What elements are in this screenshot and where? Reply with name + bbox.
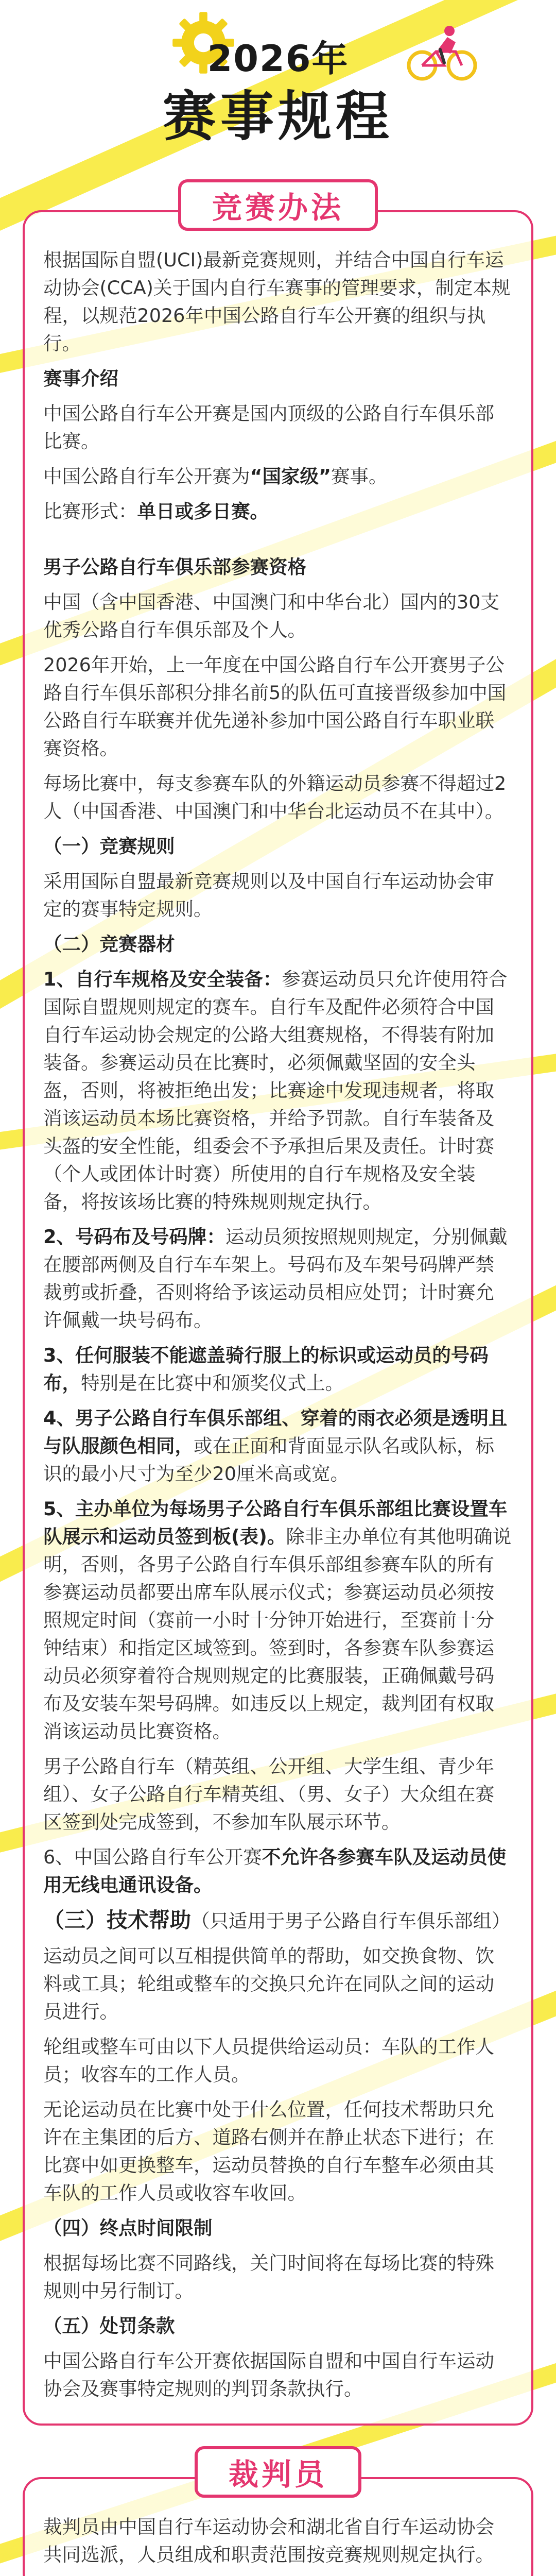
- equipment-item-2: [43, 1223, 513, 1334]
- intro-heading: 赛事介绍: [43, 367, 118, 389]
- time-limit-paragraph: 根据每场比赛不同路线，关门时间将在每场比赛的特殊规则中另行制订。: [43, 2252, 494, 2302]
- penalty-paragraph: 中国公路自行车公开赛依据国际自盟和中国自行车运动协会及赛事特定规则的判罚条款执行。: [43, 2350, 494, 2400]
- tech-help-heading: [43, 1906, 513, 1935]
- page-title: 赛事规程: [162, 85, 393, 148]
- equipment-item-4-title: 4、男子公路自行车俱乐部组、穿着的雨衣必须是透明且与队服颜色相同，: [43, 1407, 508, 1457]
- equipment-item-1: [43, 965, 513, 1216]
- rules-heading: （一）竞赛规则: [43, 835, 175, 857]
- equipment-item-1-text: 参赛运动员只允许使用符合国际自盟规则规定的赛车。自行车及配件必须符合中国自行车运动协会规定的公路大组赛规格，不得装有附加装备。参赛运动员在比赛时，必须佩戴坚固的安全头盔，否则，将被拒绝出发；比赛途中发现违规者，将取消该运动员本场比赛资格，并给予罚款。自行车装备及头盔的安全性能，组委会不予承担后果及责任。计时赛（个人或团体计时赛）所使用的自行车规格及安全装备，将按该场比赛的特殊规则规定执行。: [43, 968, 508, 1213]
- equipment-item-5-extra: 男子公路自行车（精英组、公开组、大学生组、青少年组）、女子公路自行车精英组、（男、女子）大众组在赛区签到处完成签到，不参加车队展示环节。: [43, 1755, 494, 1833]
- equipment-item-3-text: 特别是在比赛中和颁奖仪式上。: [81, 1372, 344, 1394]
- equipment-item-4: [43, 1404, 513, 1488]
- equipment-heading: （二）竞赛器材: [43, 933, 175, 955]
- format-label: 比赛形式：: [43, 500, 137, 522]
- equipment-item-5-text: 除非主办单位有其他明确说明，否则，各男子公路自行车俱乐部组参赛车队的所有参赛运动员都要出席车队展示仪式；参赛运动员必须按照规定时间（赛前一小时十分钟开始进行，至赛前十分钟结束）和指定区域签到。签到时，各参赛车队参赛运动员必须穿着符合规则规定的比赛服装，正确佩戴号码布及安装车架号码牌。如违反以上规定，裁判团有权取消该运动员比赛资格。: [43, 1526, 512, 1742]
- tech-help-paragraph-1: 运动员之间可以互相提供简单的帮助，如交换食物、饮料或工具；轮组或整车的交换只允许在同队之间的运动员进行。: [43, 1945, 494, 2023]
- header-year: 2026年: [207, 38, 349, 80]
- qualification-paragraph-2: 2026年开始，上一年度在中国公路自行车公开赛男子公路自行车俱乐部积分排名前5的队伍可直接晋级参加中国公路自行车联赛并优先递补参加中国公路自行车职业联赛资格。: [43, 654, 507, 759]
- equipment-item-1-title: 1、自行车规格及安全装备：: [43, 968, 282, 990]
- tech-help-title: （三）技术帮助: [43, 1908, 191, 1933]
- equipment-item-2-title: 2、号码布及号码牌：: [43, 1226, 225, 1248]
- equipment-item-6-text: 6、中国公路自行车公开赛: [43, 1846, 262, 1868]
- equipment-item-5-title: 5、主办单位为每场男子公路自行车俱乐部组比赛设置车队展示和运动员签到板(表)。: [43, 1498, 508, 1548]
- intro-paragraph-2: [43, 463, 513, 490]
- section-title-wrap: [0, 179, 556, 231]
- competition-panel: [23, 210, 533, 2426]
- format-value: 单日或多日赛。: [137, 500, 269, 522]
- qualification-heading: 男子公路自行车俱乐部参赛资格: [43, 556, 306, 578]
- qualification-paragraph-1: 中国（含中国香港、中国澳门和中华台北）国内的30支优秀公路自行车俱乐部及个人。: [43, 591, 499, 641]
- format-paragraph: [43, 498, 513, 526]
- equipment-item-4-text: 或在正面和背面显示队名或队标，标识的最小尺寸为至少20厘米高或宽。: [43, 1435, 494, 1485]
- tech-help-paragraph-3: 无论运动员在比赛中处于什么位置，任何技术帮助只允许在主集团的后方、道路右侧并在静止状态下进行；在比赛中如更换整车，运动员替换的自行车整车必须由其车队的工作人员或收容车收回。: [43, 2098, 494, 2204]
- intro-p2-b: “国家级”: [250, 465, 331, 487]
- time-limit-heading: （四）终点时间限制: [43, 2217, 213, 2239]
- equipment-item-6-title: 不允许各参赛车队及运动员使用无线电通讯设备。: [43, 1846, 507, 1896]
- intro-p2-c: 赛事。: [331, 465, 388, 487]
- penalty-heading: （五）处罚条款: [43, 2315, 175, 2337]
- intro-paragraph-1: 中国公路自行车公开赛是国内顶级的公路自行车俱乐部比赛。: [43, 402, 494, 452]
- header: [0, 0, 556, 160]
- tech-help-paragraph-2: 轮组或整车可由以下人员提供给运动员：车队的工作人员；收容车的工作人员。: [43, 2036, 494, 2086]
- equipment-item-5: [43, 1495, 513, 1745]
- intro-p2-a: 中国公路自行车公开赛为: [43, 465, 250, 487]
- equipment-item-3: [43, 1342, 513, 1397]
- equipment-item-2-text: 运动员须按照规则规定，分别佩戴在腰部两侧及自行车车架上。号码布及车架号码牌严禁裁剪或折叠，否则将给予该运动员相应处罚；计时赛允许佩戴一块号码布。: [43, 1226, 508, 1331]
- referees-paragraph: 裁判员由中国自行车运动协会和湖北省自行车运动协会共同选派，人员组成和职责范围按竞赛规则规定执行。: [43, 2516, 494, 2566]
- tech-help-note: （只适用于男子公路自行车俱乐部组）: [191, 1910, 511, 1932]
- qualification-paragraph-3: 每场比赛中，每支参赛车队的外籍运动员参赛不得超过2人（中国香港、中国澳门和中华台北运动员不在其中）。: [43, 772, 507, 822]
- intro-paragraph: 根据国际自盟(UCI)最新竞赛规则，并结合中国自行车运动协会(CCA)关于国内自行车赛事的管理要求，制定本规程，以规范2026年中国公路自行车公开赛的组织与执行。: [43, 249, 511, 354]
- section-title-competition: 竞赛办法: [178, 179, 378, 231]
- equipment-item-3-title: 3、任何服装不能遮盖骑行服上的标识或运动员的号码布，: [43, 1344, 489, 1394]
- equipment-item-6: [43, 1843, 513, 1899]
- section-title-wrap-2: [0, 2446, 556, 2498]
- rules-paragraph: 采用国际自盟最新竞赛规则以及中国自行车运动协会审定的赛事特定规则。: [43, 870, 494, 920]
- section-title-referees: 裁判员: [195, 2446, 361, 2498]
